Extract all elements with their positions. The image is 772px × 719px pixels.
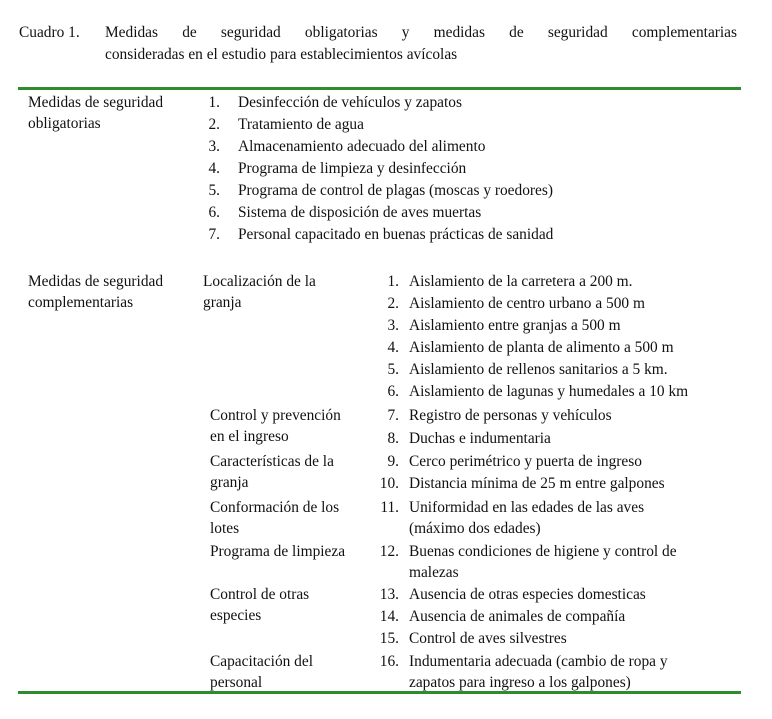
list-item: Tratamiento de agua: [238, 116, 364, 133]
group-label-line: especies: [210, 607, 262, 624]
caption-label: Cuadro 1.: [19, 24, 80, 41]
list-item-line: Aislamiento de la carretera a 200 m.: [409, 273, 633, 290]
list-item-line: Buenas condiciones de higiene y control de: [409, 543, 677, 560]
item-number: 6.: [387, 383, 399, 400]
list-item-line: Aislamiento de rellenos sanitarios a 5 km.: [409, 361, 668, 378]
item-number: 7.: [208, 226, 220, 243]
list-item-line: Distancia mínima de 25 m entre galpones: [409, 475, 665, 492]
item-number: 4.: [387, 339, 399, 356]
group-label: [210, 497, 339, 539]
item-number: 5.: [387, 361, 399, 378]
item-number: 10.: [379, 475, 399, 492]
list-item-line: Aislamiento de centro urbano a 500 m: [409, 295, 645, 312]
list-item-line: Uniformidad en las edades de las aves: [409, 499, 645, 516]
list-item: [409, 359, 668, 380]
group-label-line: Control de otras: [210, 586, 310, 603]
group-label-line: granja: [203, 294, 242, 311]
item-number: 11.: [380, 499, 399, 516]
item-number: 2.: [208, 116, 220, 133]
item-number: 15.: [379, 630, 399, 647]
list-item-line: Indumentaria adecuada (cambio de ropa y: [409, 653, 668, 670]
item-number: 16.: [379, 653, 399, 670]
group-label-line: Programa de limpieza: [210, 543, 346, 560]
list-item-line: Ausencia de animales de compañía: [409, 608, 626, 625]
caption-line-1: Medidas de seguridad obligatorias y medidas de seguridad complementarias: [105, 24, 737, 41]
list-item: [409, 381, 688, 402]
item-number: 3.: [208, 138, 220, 155]
group-label: [210, 541, 345, 562]
list-item: Desinfección de vehículos y zapatos: [238, 94, 462, 111]
list-item: Almacenamiento adecuado del alimento: [238, 138, 486, 155]
group-label-line: personal: [210, 674, 263, 691]
list-item-line: Aislamiento de planta de alimento a 500 m: [409, 339, 674, 356]
list-item-line: Registro de personas y vehículos: [409, 407, 612, 424]
group-label-line: Conformación de los: [210, 499, 340, 516]
list-item-line: malezas: [409, 564, 459, 581]
list-item: Programa de limpieza y desinfección: [238, 160, 467, 177]
list-item-line: Aislamiento de lagunas y humedales a 10 km: [409, 383, 689, 400]
group-label-line: en el ingreso: [210, 428, 289, 445]
top-rule: [18, 87, 741, 90]
item-number: 3.: [387, 317, 399, 334]
item-number: 8.: [387, 430, 399, 447]
group-label-line: Características de la: [210, 453, 334, 470]
section-title-line: obligatorias: [28, 115, 101, 132]
list-item: [409, 473, 665, 494]
list-item: [409, 606, 625, 627]
bottom-rule: [18, 691, 741, 694]
item-number: 9.: [387, 453, 399, 470]
list-item: [409, 337, 674, 358]
group-label-line: Localización de la: [203, 273, 316, 290]
section-title-obligatorias: [28, 92, 163, 134]
item-number: 4.: [208, 160, 220, 177]
group-label-line: lotes: [210, 520, 240, 537]
list-item-line: Duchas e indumentaria: [409, 430, 551, 447]
list-item: [409, 628, 567, 649]
item-number: 6.: [208, 204, 220, 221]
group-label-line: Capacitación del: [210, 653, 313, 670]
group-label: [210, 584, 309, 626]
caption-line-2: consideradas en el estudio para establecimientos avícolas: [105, 46, 458, 63]
section-title-line: Medidas de seguridad: [28, 273, 164, 290]
list-item-line: Cerco perimétrico y puerta de ingreso: [409, 453, 642, 470]
section-title-line: Medidas de seguridad: [28, 94, 164, 111]
group-label-line: granja: [210, 474, 249, 491]
item-number: 5.: [208, 182, 220, 199]
group-label: [210, 451, 334, 493]
list-item: Sistema de disposición de aves muertas: [238, 204, 482, 221]
item-number: 12.: [379, 543, 399, 560]
item-number: 14.: [379, 608, 399, 625]
item-number: 7.: [387, 407, 399, 424]
section-title-complementarias: [28, 271, 163, 313]
list-item-line: Aislamiento entre granjas a 500 m: [409, 317, 621, 334]
list-item: [409, 651, 668, 693]
list-item: [409, 584, 646, 605]
list-item-line: zapatos para ingreso a los galpones): [409, 674, 631, 691]
list-item-line: Ausencia de otras especies domesticas: [409, 586, 646, 603]
list-item-line: Control de aves silvestres: [409, 630, 567, 647]
list-item: [409, 293, 645, 314]
list-item-line: (máximo dos edades): [409, 520, 541, 537]
group-label: [203, 271, 316, 313]
section-title-line: complementarias: [28, 294, 134, 311]
group-label: [210, 405, 341, 447]
group-label: [210, 651, 313, 693]
item-number: 1.: [387, 273, 399, 290]
list-item: [409, 271, 633, 292]
item-number: 2.: [387, 295, 399, 312]
list-item: [409, 405, 612, 426]
list-item: [409, 541, 677, 583]
list-item: [409, 451, 642, 472]
item-number: 1.: [208, 94, 220, 111]
list-item: [409, 428, 551, 449]
table-caption: [19, 22, 737, 63]
item-number: 13.: [379, 586, 399, 603]
group-label-line: Control y prevención: [210, 407, 341, 424]
list-item: Programa de control de plagas (moscas y roedores): [238, 182, 553, 199]
list-item: Personal capacitado en buenas prácticas de sanidad: [238, 226, 554, 243]
list-item: [409, 315, 621, 336]
list-item: [409, 497, 644, 539]
